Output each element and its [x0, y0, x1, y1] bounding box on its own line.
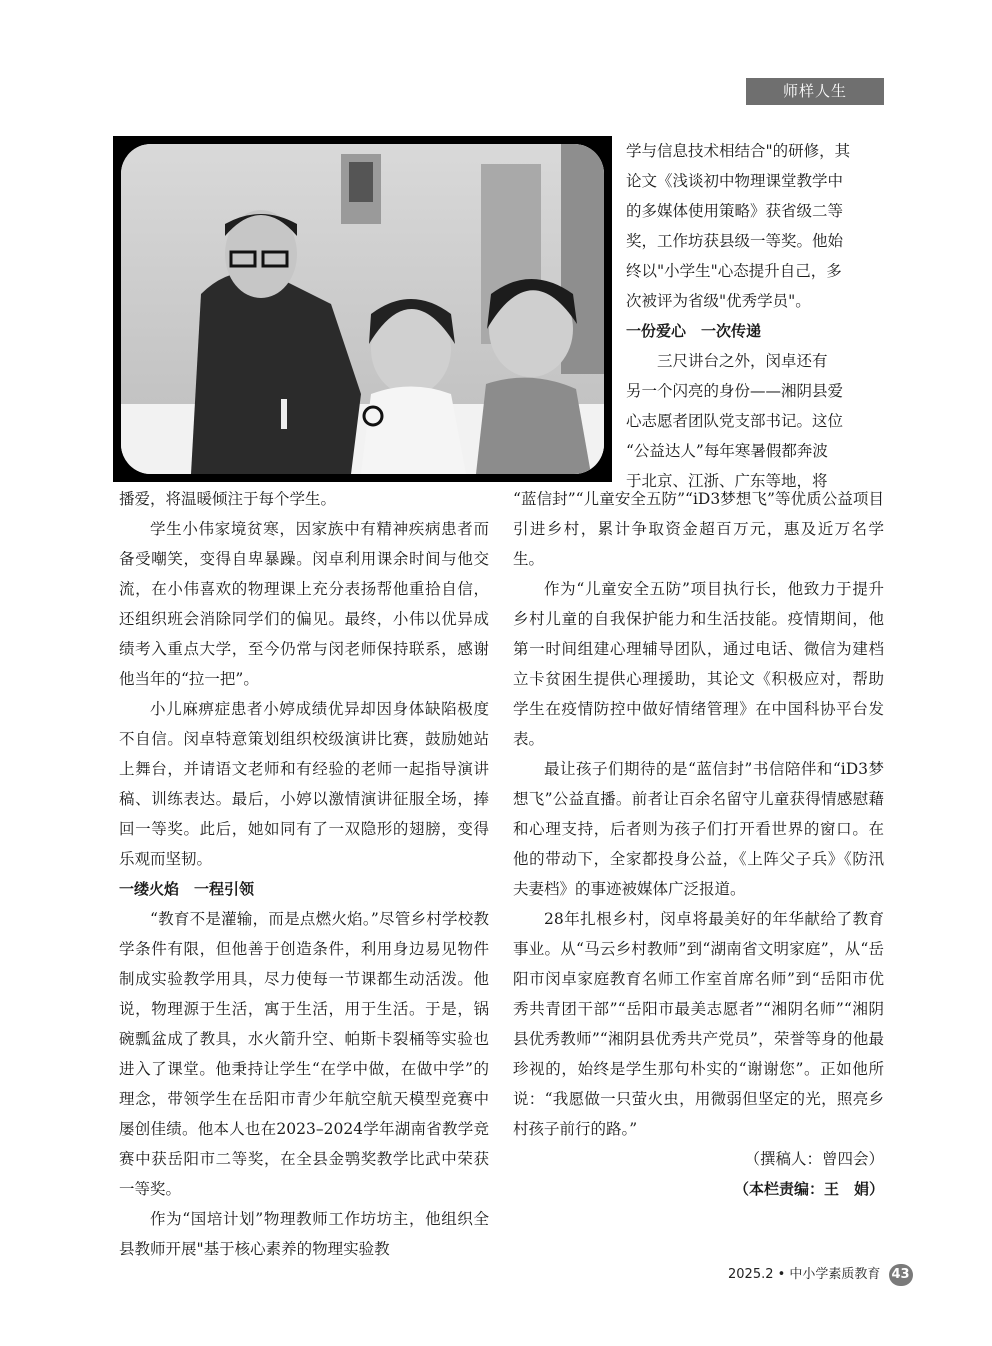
paragraph: 播爱，将温暖倾注于每个学生。: [119, 490, 337, 508]
section-heading: 一缕火焰 一程引领: [119, 880, 255, 898]
section-heading: 一份爱心 一次传递: [626, 322, 762, 340]
paragraph: 小儿麻痹症患者小婷成绩优异却因身体缺陷极度不自信。闵卓特意策划组织校级演讲比赛，鼓励她站上舞台，并请语文老师和有经验的老师一起指导演讲稿、训练表达。最后，小婷以激情演讲征服全场，捧回一等奖。此后，她如同有了一双隐形的翅膀，变得乐观而坚韧。: [119, 700, 489, 868]
text-line: 于北京、江浙、广东等地，将: [626, 472, 828, 490]
text-line: 的多媒体使用策略》获省级二等: [626, 202, 844, 220]
text-line: 学与信息技术相结合"的研修，其: [626, 142, 851, 160]
right-column-top: [626, 136, 884, 496]
right-column-body: [513, 484, 884, 1204]
writer-credit: （撰稿人：曾四会）: [744, 1150, 884, 1168]
text-line: “公益达人”每年寒暑假都奔波: [626, 442, 828, 460]
text-line: 终以"小学生"心态提升自己，多: [626, 262, 842, 280]
text-line: 心志愿者团队党支部书记。这位: [626, 412, 844, 430]
paragraph: 学生小伟家境贫寒，因家族中有精神疾病患者而备受嘲笑，变得自卑暴躁。闵卓利用课余时间与他交流，在小伟喜欢的物理课上充分表扬帮他重拾自信，还组织班会消除同学们的偏见。最终，小伟以优异成绩考入重点大学，至今仍常与闵老师保持联系，感谢他当年的“拉一把”。: [119, 520, 489, 688]
editor-credit: （本栏责编：王 娟）: [733, 1180, 884, 1198]
page-footer: [728, 1264, 913, 1286]
left-column: [119, 484, 489, 1264]
paragraph: 28年扎根乡村，闵卓将最美好的年华献给了教育事业。从“马云乡村教师”到“湖南省文明家庭”，从“岳阳市闵卓家庭教育名师工作室首席名师”到“岳阳市优秀共青团干部”“岳阳市最美志愿者”“湘阴名师”“湘阴县优秀教师”“湘阴县优秀共产党员”，荣誉等身的他最珍视的，始终是学生那句朴实的“谢谢您”。正如他所说：“我愿做一只萤火虫，用微弱但坚定的光，照亮乡村孩子前行的路。”: [513, 910, 884, 1138]
classroom-photo: [121, 144, 604, 474]
issue-label: 2025.2 • 中小学素质教育: [728, 1267, 881, 1282]
text-line: 另一个闪亮的身份——湘阴县爱: [626, 382, 844, 400]
section-tag: 师样人生: [746, 78, 884, 105]
paragraph: “教育不是灌输，而是点燃火焰。”尽管乡村学校教学条件有限，但他善于创造条件，利用身边易见物件制成实验教学用具，尽力使每一节课都生动活泼。他说，物理源于生活，寓于生活，用于生活。于是，锅碗瓢盆成了教具，水火箭升空、帕斯卡裂桶等实验也进入了课堂。他秉持让学生“在学中做，在做中学”的理念，带领学生在岳阳市青少年航空航天模型竞赛中屡创佳绩。他本人也在2023–2024学年湖南省教学竞赛中获岳阳市二等奖，在全县金鹗奖教学比武中荣获一等奖。: [119, 910, 489, 1198]
paragraph: 最让孩子们期待的是“蓝信封”书信陪伴和“iD3梦想飞”公益直播。前者让百余名留守儿童获得情感慰藉和心理支持，后者则为孩子们打开看世界的窗口。在他的带动下，全家都投身公益，《上阵父子兵》《防汛夫妻档》的事迹被媒体广泛报道。: [513, 760, 884, 898]
paragraph: 作为“国培计划”物理教师工作坊坊主，他组织全县教师开展"基于核心素养的物理实验教: [119, 1210, 489, 1258]
paragraph: 作为“儿童安全五防”项目执行长，他致力于提升乡村儿童的自我保护能力和生活技能。疫情期间，他第一时间组建心理辅导团队，通过电话、微信为建档立卡贫困生提供心理援助，其论文《积极应对，帮助学生在疫情防控中做好情绪管理》在中国科协平台发表。: [513, 580, 884, 748]
paragraph: “蓝信封”“儿童安全五防”“iD3梦想飞”等优质公益项目引进乡村，累计争取资金超百万元，惠及近万名学生。: [513, 490, 884, 568]
text-line: 三尺讲台之外，闵卓还有: [657, 352, 828, 370]
text-line: 次被评为省级"优秀学员"。: [626, 292, 811, 310]
page-number: 43: [889, 1264, 913, 1286]
photo-frame: [113, 136, 612, 482]
text-line: 论文《浅谈初中物理课堂教学中: [626, 172, 844, 190]
text-line: 奖，工作坊获县级一等奖。他始: [626, 232, 844, 250]
